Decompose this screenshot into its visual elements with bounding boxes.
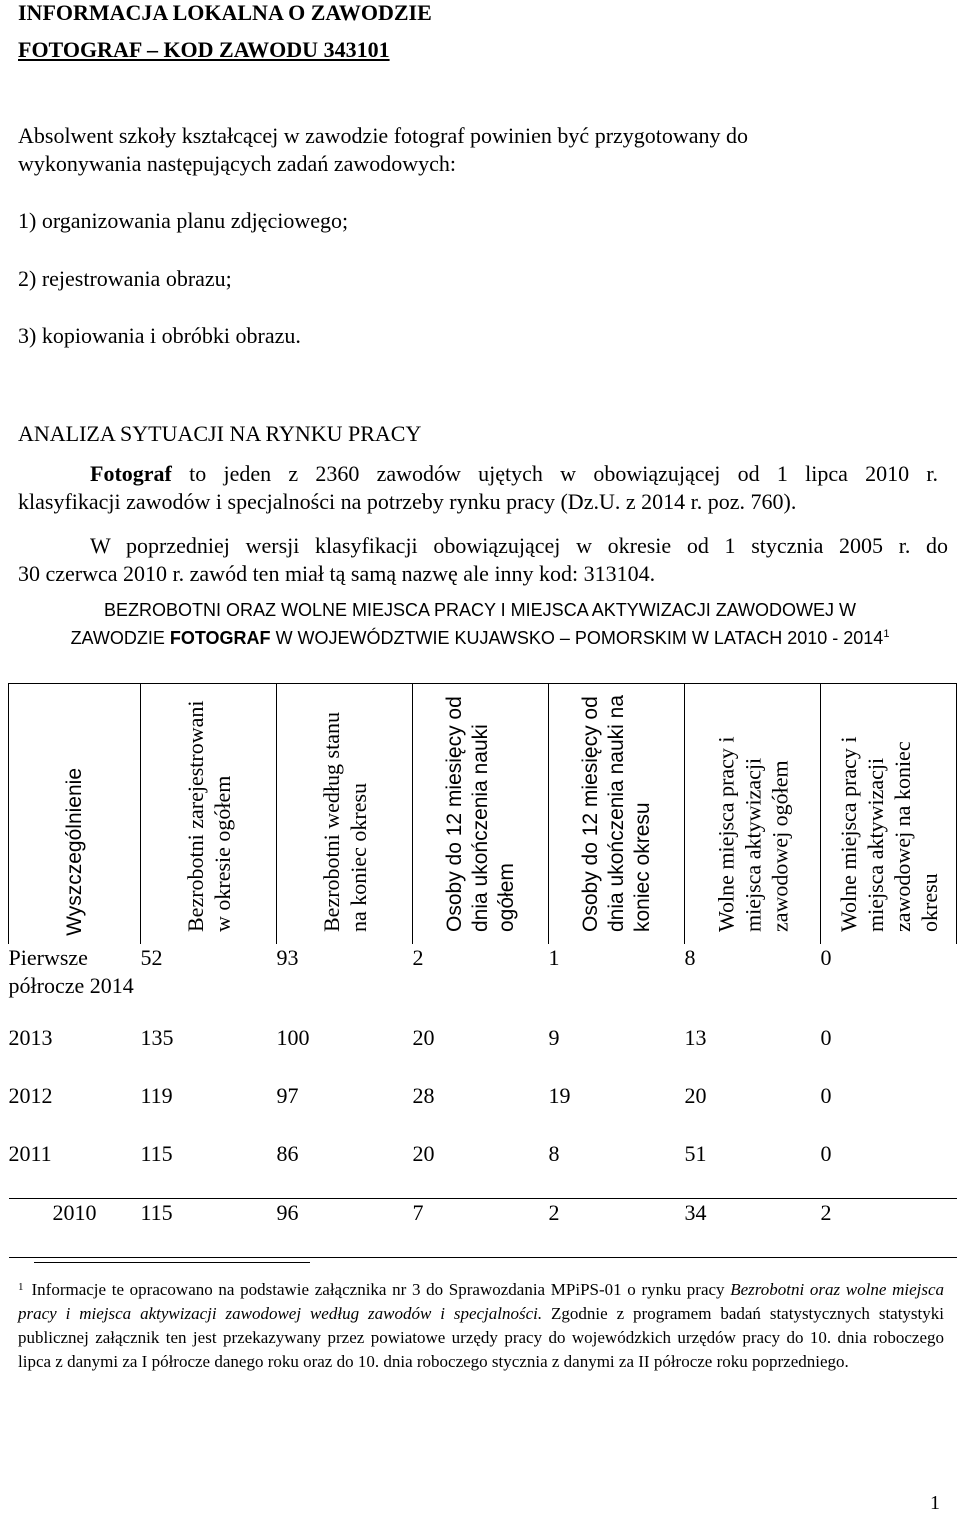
task-item: 1) organizowania planu zdjęciowego; <box>18 208 349 233</box>
table-header-row <box>9 684 957 945</box>
table-cell: 100 <box>276 1025 310 1050</box>
analysis-paragraph-1-line-1: Fotograf to jeden z 2360 zawodów ujętych w obowiązującej od 1 lipca 2010 r. <box>90 461 938 486</box>
table-cell: 51 <box>684 1141 707 1166</box>
section-heading: ANALIZA SYTUACJI NA RYNKU PRACY <box>18 421 422 446</box>
analysis-paragraph-2-line-1: W poprzedniej wersji klasyfikacji obowiązującej w okresie od 1 stycznia 2005 r. do <box>90 533 948 558</box>
footnote-marker: 1 <box>18 1281 24 1293</box>
table-cell: 8 <box>548 1141 560 1166</box>
task-item: 2) rejestrowania obrazu; <box>18 266 232 291</box>
table-cell: 52 <box>140 945 163 970</box>
table-cell: 115 <box>140 1141 173 1166</box>
table-row <box>9 1199 957 1258</box>
table-row <box>9 944 957 1024</box>
analysis-paragraph-1-line-2: klasyfikacji zawodów i specjalności na potrzeby rynku pracy (Dz.U. z 2014 r. poz. 760). <box>18 489 797 514</box>
table-cell: 93 <box>276 945 299 970</box>
table-cell: 20 <box>412 1141 435 1166</box>
table-cell: 34 <box>685 1199 821 1258</box>
table-cell: 0 <box>820 1025 832 1050</box>
row-label: 2013 <box>8 1025 53 1050</box>
table-cell: 2 <box>549 1199 685 1258</box>
table-cell: 0 <box>820 1141 832 1166</box>
table-cell: 119 <box>140 1083 173 1108</box>
table-row <box>9 1024 957 1082</box>
footnote: $^1$ Informacje te opracowano na podstawie załącznika nr 3 do Sprawozdania MPiPS-01 o rynku pracy Bezrobotni oraz wolne miejsca pracy i miejsca aktywizacji zawodowej według zawodów i specjalności. Zgodnie z programem badań statystycznych statystyki publicznej załącznik ten jest przekazywany przez powiatowe urzędy pracy do wojewódzkich urzędów pracy do 10. dnia roboczego lipca z danymi za I półrocze danego roku oraz do 10. dnia roboczego stycznia z danymi za II półrocze roku poprzedniego. <box>18 1280 944 1371</box>
table-cell: 13 <box>684 1025 707 1050</box>
row-label: 2010 <box>9 1199 141 1258</box>
document-subtitle: FOTOGRAF – KOD ZAWODU 343101 <box>18 37 390 62</box>
table-cell: 7 <box>413 1199 549 1258</box>
intro-line-2: wykonywania następujących zadań zawodowych: <box>18 151 457 176</box>
column-header: Osoby do 12 miesięcy od dnia ukończenia nauki ogółem <box>413 684 549 945</box>
table-cell: 19 <box>548 1083 571 1108</box>
table-cell: 1 <box>548 945 560 970</box>
row-label: 2011 <box>8 1141 52 1166</box>
column-header: Wyszczególnienie <box>9 684 141 945</box>
table-cell: 0 <box>820 945 832 970</box>
column-header: Bezrobotni zarejestrowani w okresie ogółem <box>141 684 277 945</box>
row-label: 2012 <box>8 1083 53 1108</box>
analysis-paragraph-2-line-2: 30 czerwca 2010 r. zawód ten miał tą samą nazwę ale inny kod: 313104. <box>18 561 656 586</box>
table-row <box>9 1140 957 1199</box>
document-title: INFORMACJA LOKALNA O ZAWODZIE <box>18 0 432 25</box>
column-header: Bezrobotni według stanu na koniec okresu <box>277 684 413 945</box>
column-header: Wolne miejsca pracy i miejsca aktywizacji zawodowej ogółem <box>685 684 821 945</box>
table-cell: 2 <box>821 1199 957 1258</box>
table-caption-line-1: BEZROBOTNI ORAZ WOLNE MIEJSCA PRACY I MIEJSCA AKTYWIZACJI ZAWODOWEJ W <box>103 600 857 620</box>
page-number: 1 <box>930 1492 940 1514</box>
task-item: 3) kopiowania i obróbki obrazu. <box>18 323 301 348</box>
table-cell: 20 <box>684 1083 707 1108</box>
table-row <box>9 1082 957 1140</box>
table-cell: 8 <box>684 945 696 970</box>
table-cell: 9 <box>548 1025 560 1050</box>
footnote-reference: 1 <box>883 628 890 640</box>
table-cell: 96 <box>277 1199 413 1258</box>
table-cell: 0 <box>820 1083 832 1108</box>
table-cell: 20 <box>412 1025 435 1050</box>
occupation-name: Fotograf <box>90 461 172 486</box>
data-table <box>8 683 957 1258</box>
table-caption-line-2: ZAWODZIE FOTOGRAF W WOJEWÓDZTWIE KUJAWSKO – POMORSKIM W LATACH 2010 - 2014$^1$ <box>70 628 890 648</box>
column-header: Osoby do 12 miesięcy od dnia ukończenia nauki na koniec okresu <box>549 684 685 945</box>
table-cell: 135 <box>140 1025 174 1050</box>
row-label: Pierwsze półrocze 2014 <box>8 945 134 998</box>
table-cell: 115 <box>141 1199 277 1258</box>
table-cell: 2 <box>412 945 424 970</box>
column-header: Wolne miejsca pracy i miejsca aktywizacji zawodowej na koniec okresu <box>821 684 957 945</box>
footnote-separator <box>34 1262 310 1263</box>
table-cell: 86 <box>276 1141 299 1166</box>
table-cell: 97 <box>276 1083 299 1108</box>
table-cell: 28 <box>412 1083 435 1108</box>
intro-line-1: Absolwent szkoły kształcącej w zawodzie fotograf powinien być przygotowany do <box>18 123 749 148</box>
